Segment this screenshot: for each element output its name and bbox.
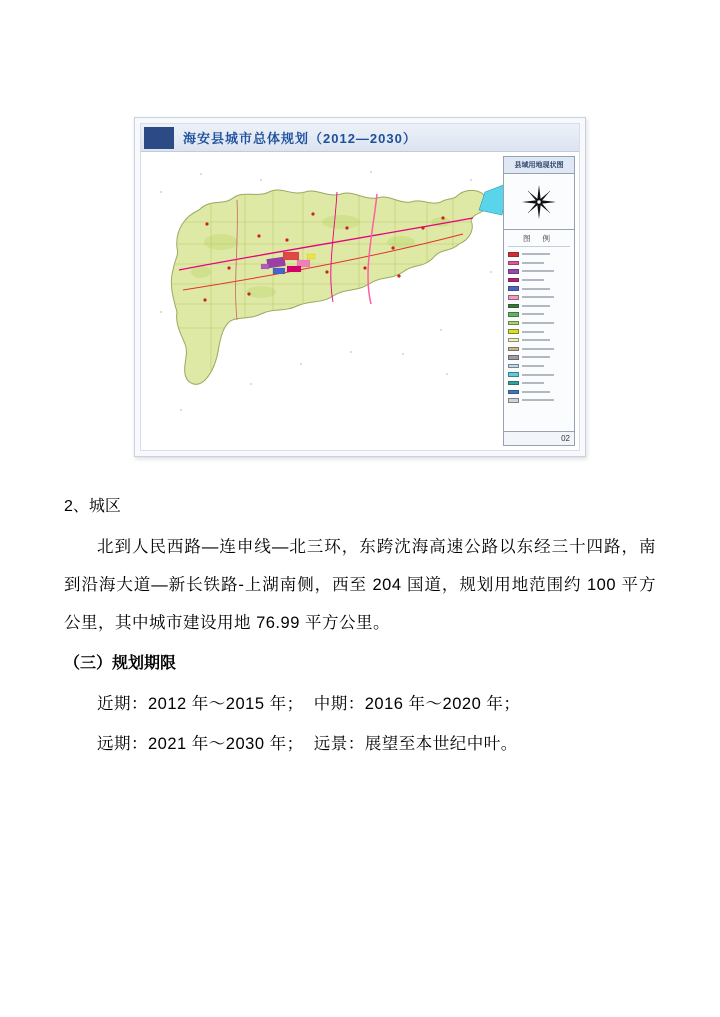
legend-swatch: [508, 278, 519, 283]
legend-label: [522, 391, 550, 393]
legend-label: [522, 279, 544, 281]
legend-item: [508, 284, 570, 293]
legend-title: 图 例: [508, 233, 570, 247]
legend-label: [522, 288, 550, 290]
legend-label: [522, 365, 544, 367]
legend-swatch: [508, 372, 519, 377]
legend-swatch: [508, 321, 519, 326]
period-line-far: 远期：2021 年～2030 年； 远景：展望至本世纪中叶。: [97, 735, 518, 753]
legend-item: [508, 259, 570, 268]
legend-item: [508, 336, 570, 345]
legend-item: [508, 250, 570, 259]
legend-list: [508, 250, 570, 405]
legend-item: [508, 319, 570, 328]
legend-swatch: [508, 269, 519, 274]
legend-box: [504, 230, 574, 431]
legend-label: [522, 374, 554, 376]
legend-label: [522, 339, 550, 341]
legend-swatch: [508, 295, 519, 300]
legend-label: [522, 253, 550, 255]
legend-label: [522, 305, 550, 307]
legend-item: [508, 388, 570, 397]
legend-item: [508, 327, 570, 336]
county-map-graphic: [141, 152, 503, 450]
legend-item: [508, 345, 570, 354]
map-side-panel: [503, 156, 575, 446]
legend-item: [508, 293, 570, 302]
legend-swatch: [508, 398, 519, 403]
legend-swatch: [508, 355, 519, 360]
legend-label: [522, 382, 544, 384]
legend-swatch: [508, 338, 519, 343]
map-body: [141, 152, 579, 450]
water-body: [479, 183, 503, 215]
legend-swatch: [508, 252, 519, 257]
period-line-near-mid: 近期：2012 年～2015 年； 中期：2016 年～2020 年；: [97, 695, 521, 713]
legend-item: [508, 353, 570, 362]
map-title: 海安县城市总体规划（2012—2030）: [183, 131, 417, 146]
legend-label: [522, 399, 554, 401]
compass-box: [504, 174, 574, 230]
map-frame: [140, 123, 580, 451]
legend-swatch: [508, 364, 519, 369]
legend-label: [522, 348, 554, 350]
legend-label: [522, 270, 554, 272]
legend-label: [522, 313, 544, 315]
legend-item: [508, 302, 570, 311]
legend-swatch: [508, 261, 519, 266]
legend-label: [522, 331, 544, 333]
document-body: [64, 494, 656, 764]
section-heading: 2、城区: [64, 498, 121, 515]
legend-swatch: [508, 304, 519, 309]
legend-label: [522, 296, 554, 298]
legend-swatch: [508, 312, 519, 317]
legend-item: [508, 379, 570, 388]
map-page-number: 02: [504, 431, 574, 445]
body-paragraph: 北到人民西路—连申线—北三环，东跨沈海高速公路以东经三十四路，南到沿海大道—新长铁路-上湖南侧，西至 204 国道，规划用地范围约 100 平方公里，其中城市建设用地 76.99 平方公里。: [64, 538, 656, 632]
panel-title: 县域用地现状图: [504, 157, 574, 174]
legend-swatch: [508, 329, 519, 334]
map-figure: [134, 117, 586, 457]
legend-swatch: [508, 347, 519, 352]
legend-swatch: [508, 381, 519, 386]
legend-label: [522, 262, 544, 264]
legend-swatch: [508, 390, 519, 395]
legend-swatch: [508, 286, 519, 291]
legend-item: [508, 370, 570, 379]
header-logo-block: [144, 127, 174, 149]
legend-item: [508, 362, 570, 371]
legend-item: [508, 396, 570, 405]
legend-label: [522, 322, 554, 324]
subsection-heading: （三）规划期限: [64, 655, 177, 672]
compass-rose-icon: [519, 182, 559, 222]
legend-label: [522, 356, 550, 358]
map-header: [141, 124, 579, 152]
legend-item: [508, 310, 570, 319]
legend-item: [508, 276, 570, 285]
legend-item: [508, 267, 570, 276]
